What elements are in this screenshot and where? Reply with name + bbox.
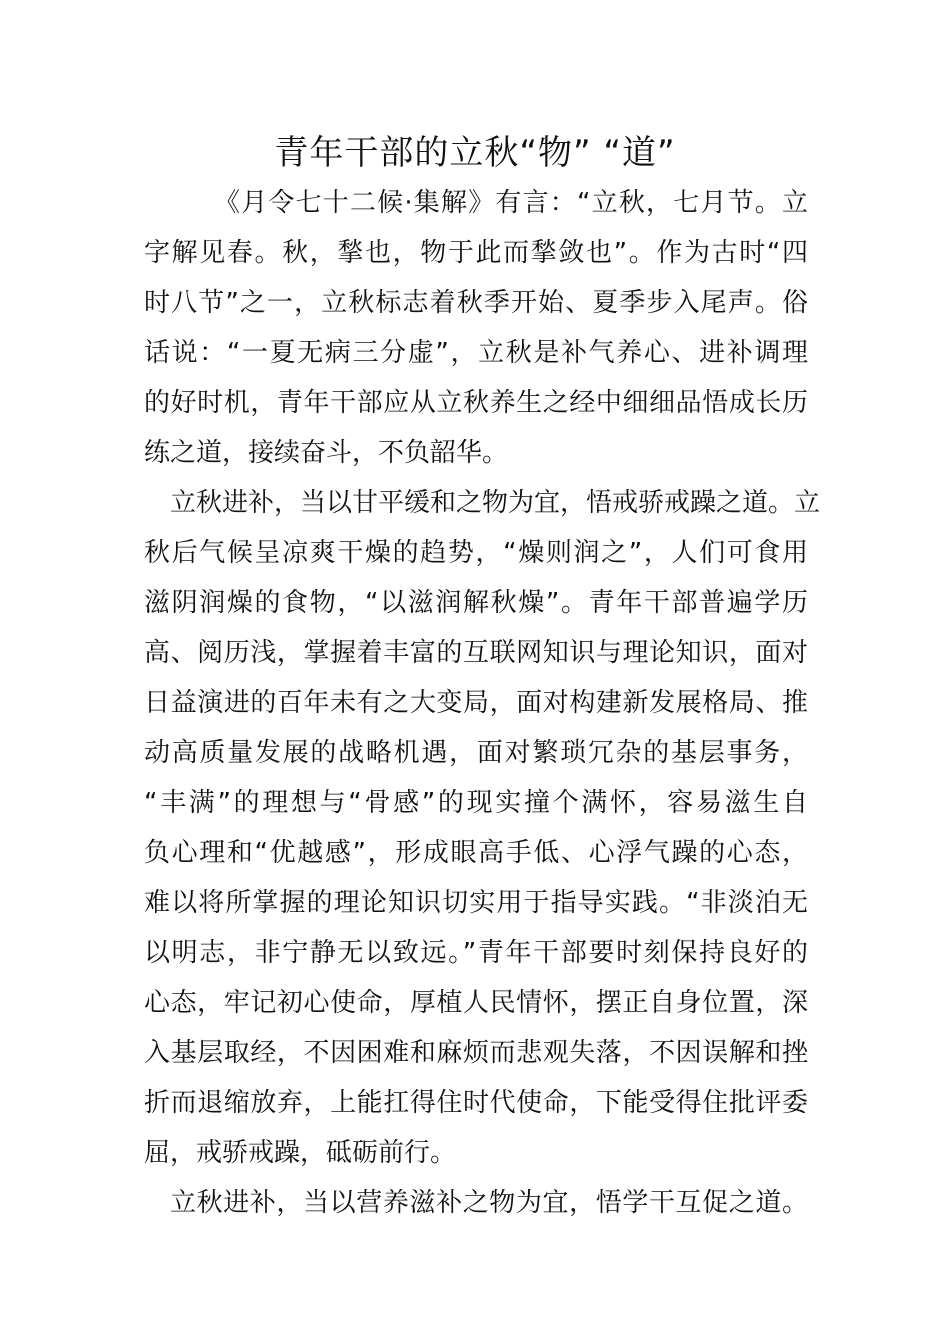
paragraph-2-line-2: 秋后气候呈凉爽干燥的趋势，“燥则润之”，人们可食用 [144,538,808,568]
paragraph-2-line-5: 日益演进的百年未有之大变局，面对构建新发展格局、推 [144,688,808,718]
paragraph-1-line-6: 练之道，接续奋斗，不负韶华。 [144,438,509,468]
paragraph-2-line-14: 屈，戒骄戒躁，砥砺前行。 [144,1138,457,1168]
paragraph-1-line-4: 话说：“一夏无病三分虚”，立秋是补气养心、进补调理 [144,338,808,368]
paragraph-2-line-13: 折而退缩放弃，上能扛得住时代使命，下能受得住批评委 [144,1088,808,1118]
paragraph-2-line-9: 难以将所掌握的理论知识切实用于指导实践。“非淡泊无 [144,888,808,918]
paragraph-1-line-3: 时八节”之一，立秋标志着秋季开始、夏季步入尾声。俗 [144,288,808,318]
paragraph-1-line-2: 字解见春。秋，揫也，物于此而揫敛也”。作为古时“四 [144,238,808,268]
paragraph-2-line-7: “丰满”的理想与“骨感”的现实撞个满怀，容易滋生自 [144,788,808,818]
paragraph-2-line-10: 以明志，非宁静无以致远。”青年干部要时刻保持良好的 [144,938,808,968]
paragraph-1-line-1: 《月令七十二候·集解》有言：“立秋，七月节。立 [214,188,808,218]
paragraph-2-line-11: 心态，牢记初心使命，厚植人民情怀，摆正自身位置，深 [144,988,808,1018]
paragraph-2-line-3: 滋阴润燥的食物，“以滋润解秋燥”。青年干部普遍学历 [144,588,808,618]
paragraph-2-line-4: 高、阅历浅，掌握着丰富的互联网知识与理论知识，面对 [144,638,808,668]
document-body [144,178,821,1228]
paragraph-2-line-6: 动高质量发展的战略机遇，面对繁琐冗杂的基层事务， [144,738,808,768]
paragraph-1-line-5: 的好时机，青年干部应从立秋养生之经中细细品悟成长历 [144,388,808,418]
paragraph-2-line-12: 入基层取经，不因困难和麻烦而悲观失落，不因误解和挫 [144,1038,808,1068]
paragraph-3-line-1: 立秋进补，当以营养滋补之物为宜，悟学干互促之道。 [170,1188,808,1218]
document-title: 青年干部的立秋“物” “道” [274,133,676,173]
paragraph-2-line-8: 负心理和“优越感”，形成眼高手低、心浮气躁的心态， [144,838,808,868]
paragraph-2-line-1: 立秋进补，当以甘平缓和之物为宜，悟戒骄戒躁之道。立 [170,488,821,518]
